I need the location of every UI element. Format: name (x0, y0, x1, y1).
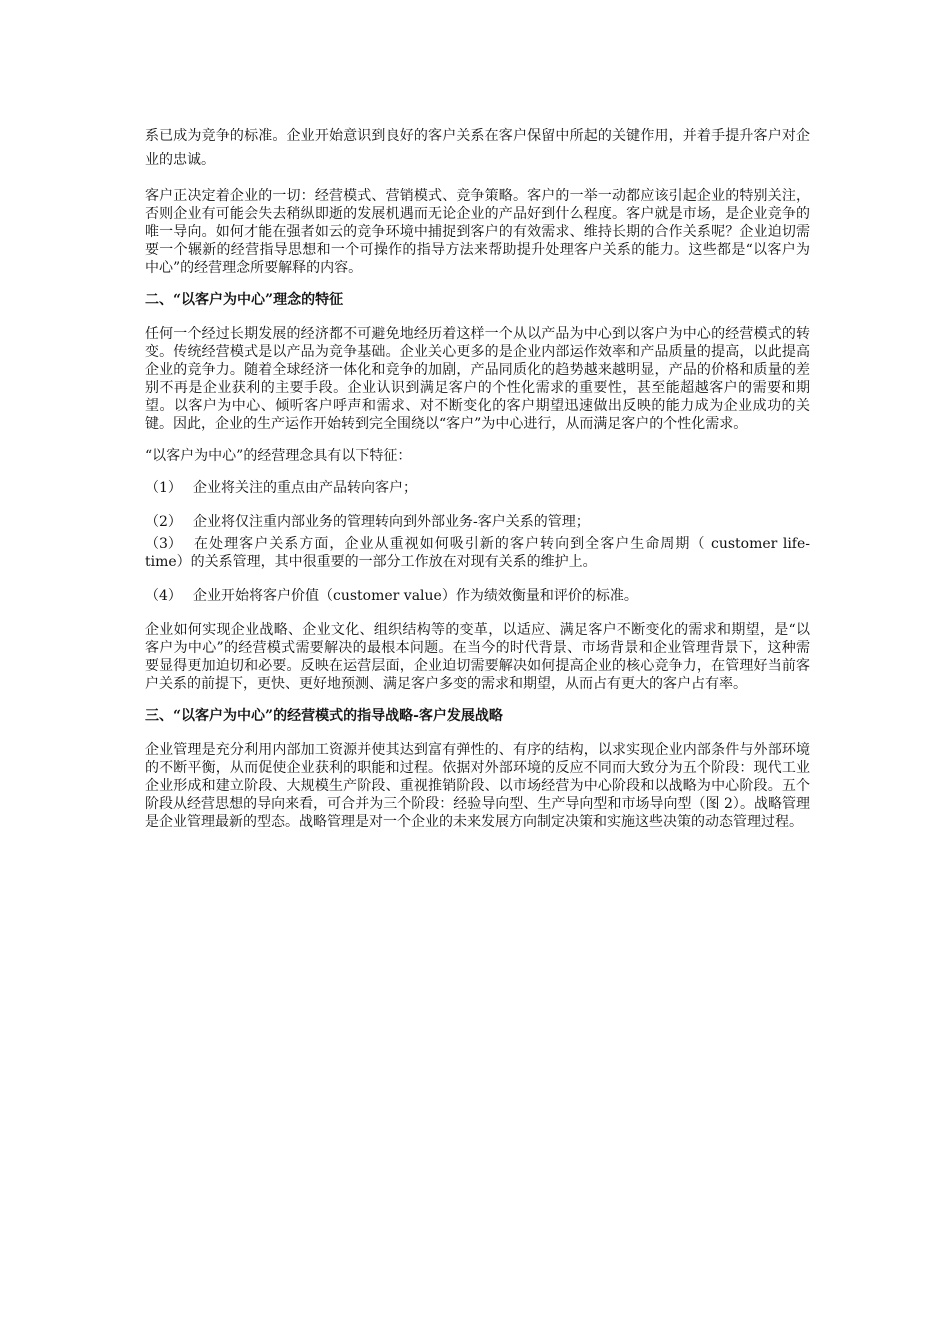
list-number: （1） (145, 480, 182, 496)
section-heading-2: 二、“以客户为中心”理念的特征 (145, 292, 344, 308)
paragraph-6: 企业管理是充分利用内部加工资源并使其达到富有弹性的、有序的结构，以求实现企业内部条件与外部环境的不断平衡，从而促使企业获利的职能和过程。依据对外部环境的反应不同而大致分为五个阶段：现代工业企业形成和建立阶段、大规模生产阶段、重视推销阶段、以市场经营为中心阶段和以战略为中心阶段。五个阶段从经营思想的导向来看，可合并为三个阶段：经验导向型、生产导向型和市场导向型（图 2）。战略管理是企业管理最新的型态。战略管理是对一个企业的未来发展方向制定决策和实施这些决策的动态管理过程。 (145, 742, 810, 830)
list-item (145, 479, 810, 497)
paragraph-5: 企业如何实现企业战略、企业文化、组织结构等的变革，以适应、满足客户不断变化的需求和期望，是“以客户为中心”的经营模式需要解决的最根本问题。在当今的时代背景、市场背景和企业管理背景下，这种需要显得更加迫切和必要。反映在运营层面，企业迫切需要解决如何提高企业的核心竞争力，在管理好当前客户关系的前提下，更快、更好地预测、满足客户多变的需求和期望，从而占有更大的客户占有率。 (145, 622, 810, 692)
list-item (145, 513, 810, 531)
paragraph-1: 系已成为竞争的标准。企业开始意识到良好的客户关系在客户保留中所起的关键作用，并着手提升客户对企业的忠诚。 (145, 128, 810, 168)
list-number: （3） (145, 536, 182, 552)
section-heading-3: 三、“以客户为中心”的经营模式的指导战略-客户发展战略 (145, 708, 503, 724)
list-text: 在处理客户关系方面，企业从重视如何吸引新的客户转向到全客户生命周期（ customer life-time）的关系管理，其中很重要的一部分工作放在对现有关系的维护上。 (145, 536, 810, 570)
list-item (145, 587, 810, 605)
list-item (145, 535, 810, 571)
paragraph-3: 任何一个经过长期发展的经济都不可避免地经历着这样一个从以产品为中心到以客户为中心的经营模式的转变。传统经营模式是以产品为竞争基础。企业关心更多的是企业内部运作效率和产品质量的提高，以此提高企业的竞争力。随着全球经济一体化和竞争的加剧，产品同质化的趋势越来越明显，产品的价格和质量的差别不再是企业获利的主要手段。企业认识到满足客户的个性化需求的重要性，甚至能超越客户的需要和期望。以客户为中心、倾听客户呼声和需求、对不断变化的客户期望迅速做出反映的能力成为企业成功的关键。因此，企业的生产运作开始转到完全围绕以“客户”为中心进行，从而满足客户的个性化需求。 (145, 326, 810, 432)
paragraph-2: 客户正决定着企业的一切：经营模式、营销模式、竞争策略。客户的一举一动都应该引起企业的特别关注，否则企业有可能会失去稍纵即逝的发展机遇而无论企业的产品好到什么程度。客户就是市场，是企业竞争的唯一导向。如何才能在强者如云的竞争环境中捕捉到客户的有效需求、维持长期的合作关系呢？企业迫切需要一个辗新的经营指导思想和一个可操作的指导方法来帮助提升处理客户关系的能力。这些都是“以客户为中心”的经营理念所要解释的内容。 (145, 188, 810, 276)
list-text: 企业将仅注重内部业务的管理转向到外部业务-客户关系的管理； (193, 514, 590, 530)
list-number: （2） (145, 514, 182, 530)
list-text: 企业开始将客户价值（customer value）作为绩效衡量和评价的标准。 (193, 588, 638, 604)
paragraph-4: “以客户为中心”的经营理念具有以下特征： (145, 448, 412, 464)
list-number: （4） (145, 588, 182, 604)
list-text: 企业将关注的重点由产品转向客户； (193, 480, 417, 496)
document-body (145, 124, 810, 831)
